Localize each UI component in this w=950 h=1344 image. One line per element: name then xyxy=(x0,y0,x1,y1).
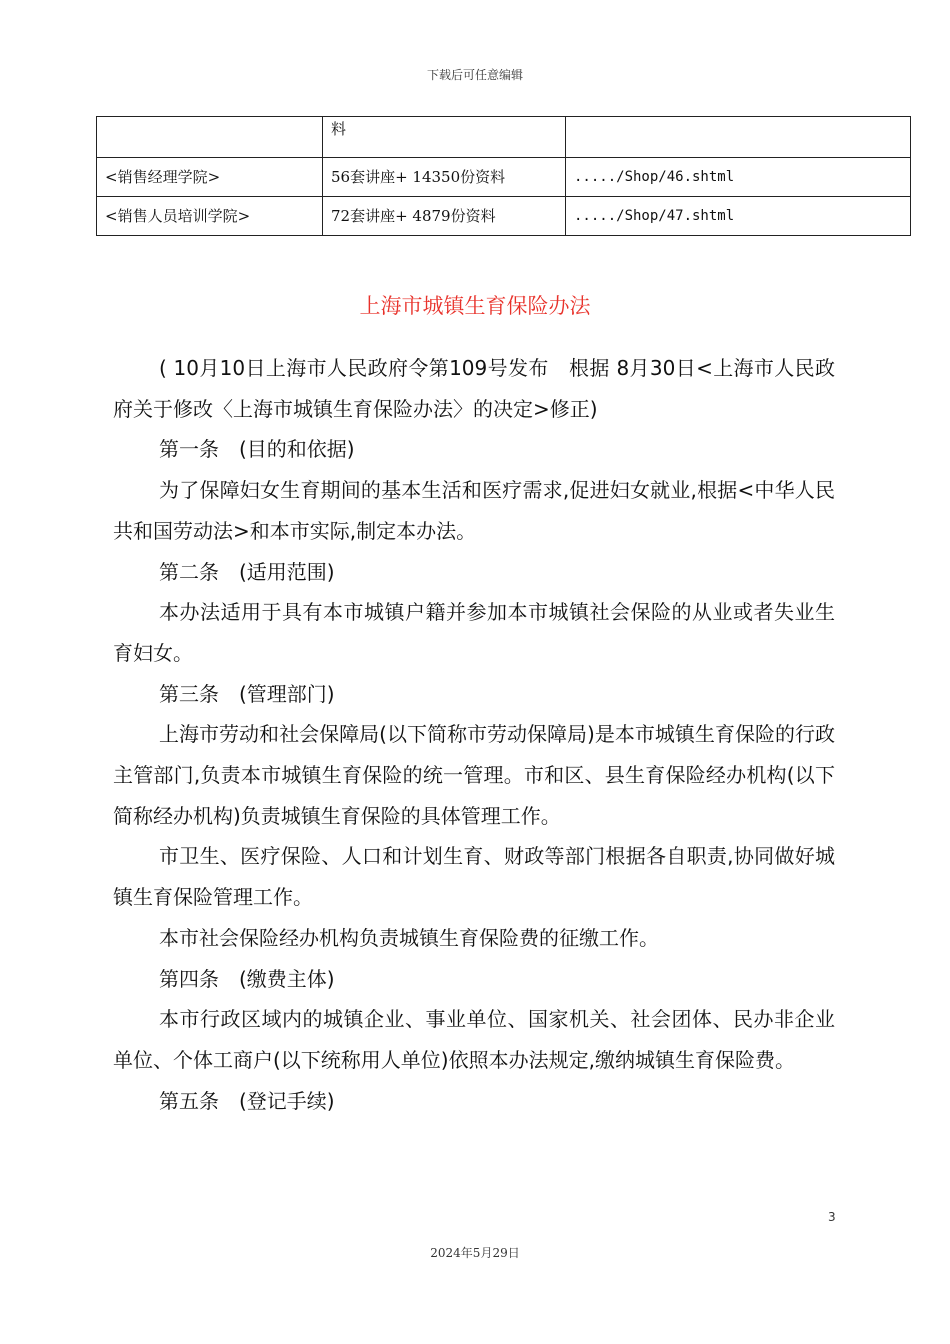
preamble-paragraph: ( 10月10日上海市人民政府令第109号发布 根据 8月30日<上海市人民政府关于修改〈上海市城镇生育保险办法〉的决定>修正) xyxy=(113,356,835,421)
table-row xyxy=(97,158,911,197)
body-paragraph: 市卫生、医疗保险、人口和计划生育、财政等部门根据各自职责,协同做好城镇生育保险管理工作。 xyxy=(113,844,835,910)
table-cell-desc: 56套讲座+ 14350份资料 xyxy=(323,158,566,197)
body-paragraph: 本办法适用于具有本市城镇户籍并参加本市城镇社会保险的从业或者失业生育妇女。 xyxy=(113,600,835,665)
table-row xyxy=(97,117,911,158)
article-heading: 第四条 (缴费主体) xyxy=(159,966,335,991)
table-cell-name: <销售人员培训学院> xyxy=(97,197,323,236)
article-heading: 第一条 (目的和依据) xyxy=(159,437,355,462)
table-cell-desc: 72套讲座+ 4879份资料 xyxy=(323,197,566,236)
table-cell-url[interactable]: ...../Shop/47.shtml xyxy=(566,197,911,236)
resource-table xyxy=(96,116,911,236)
body-paragraph: 本市行政区域内的城镇企业、事业单位、国家机关、社会团体、民办非企业单位、个体工商户(以下统称用人单位)依照本办法规定,缴纳城镇生育保险费。 xyxy=(113,1007,835,1072)
table-row xyxy=(97,197,911,236)
body-paragraph: 本市社会保险经办机构负责城镇生育保险费的征缴工作。 xyxy=(159,925,659,950)
table-cell-name: <销售经理学院> xyxy=(97,158,323,197)
table-cell-name xyxy=(97,117,323,158)
page-header: 下载后可任意编辑 xyxy=(426,68,523,82)
page-number: 3 xyxy=(828,1210,836,1224)
article-heading: 第三条 (管理部门) xyxy=(159,681,335,706)
article-heading: 第五条 (登记手续) xyxy=(159,1088,335,1113)
page-footer-date: 2024年5月29日 xyxy=(430,1246,520,1260)
table-cell-desc: 料 xyxy=(323,117,566,158)
body-paragraph: 为了保障妇女生育期间的基本生活和医疗需求,促进妇女就业,根据<中华人民共和国劳动法>和本市实际,制定本办法。 xyxy=(113,478,835,543)
document-title: 上海市城镇生育保险办法 xyxy=(359,294,591,318)
table-cell-url[interactable]: ...../Shop/46.shtml xyxy=(566,158,911,197)
article-body xyxy=(113,348,835,1121)
table-cell-url xyxy=(566,117,911,158)
article-heading: 第二条 (适用范围) xyxy=(159,559,335,584)
body-paragraph: 上海市劳动和社会保障局(以下简称市劳动保障局)是本市城镇生育保险的行政主管部门,负责本市城镇生育保险的统一管理。市和区、县生育保险经办机构(以下简称经办机构)负责城镇生育保险的具体管理工作。 xyxy=(113,722,835,828)
